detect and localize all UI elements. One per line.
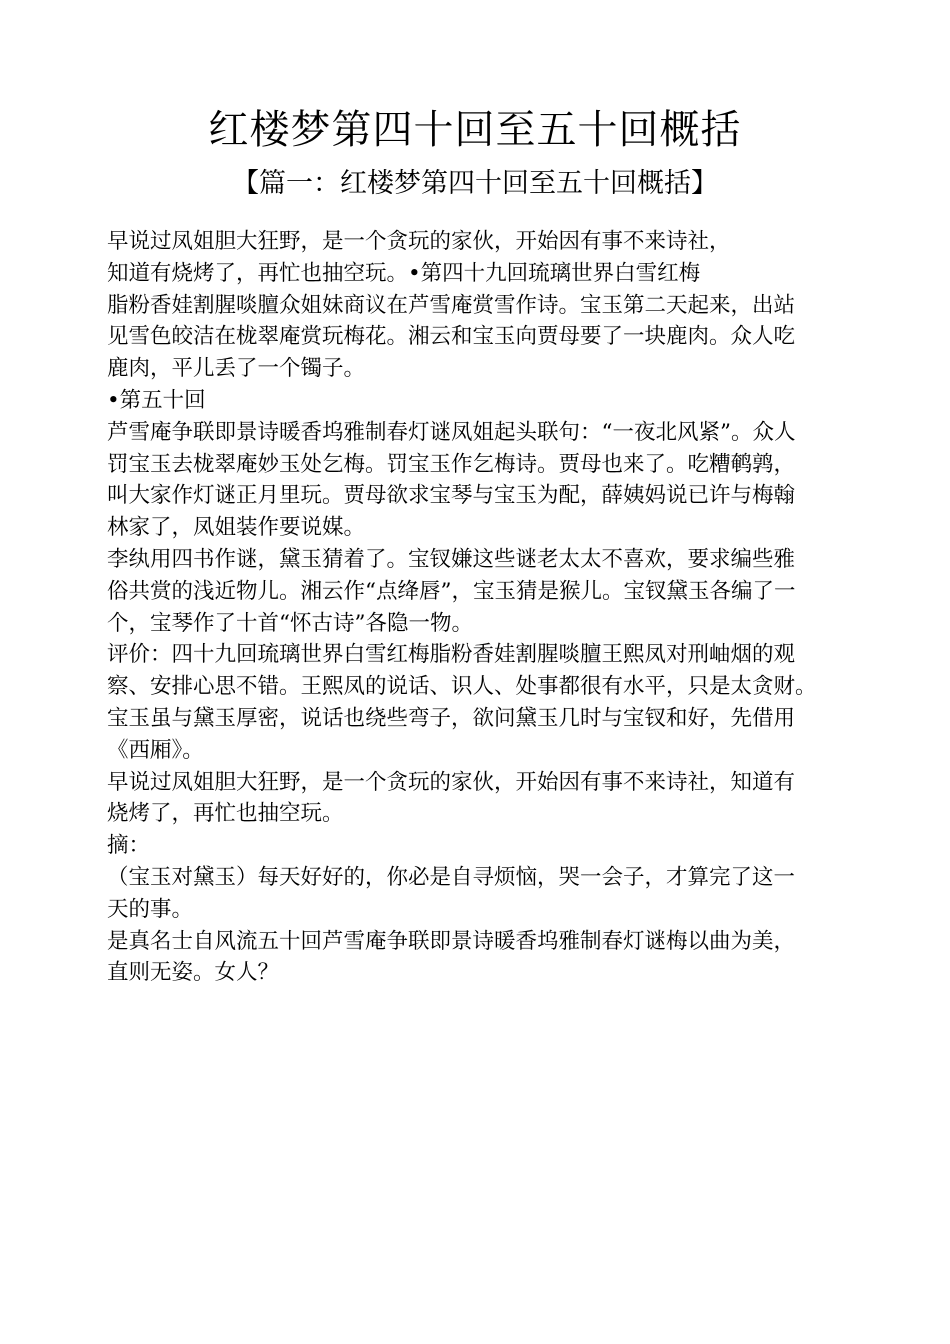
text-line: •第五十回 bbox=[107, 387, 206, 413]
text-line: 见雪色皎洁在栊翠庵赏玩梅花。湘云和宝玉向贾母要了一块鹿肉。众人吃 bbox=[107, 324, 796, 350]
text-line: 直则无姿。女人？ bbox=[107, 960, 280, 986]
text-line: 林家了，凤姐装作要说媒。 bbox=[107, 515, 366, 541]
text-line: 宝玉虽与黛玉厚密，说话也绕些弯子，欲问黛玉几时与宝钗和好，先借用 bbox=[107, 705, 796, 731]
text-line: 叫大家作灯谜正月里玩。贾母欲求宝琴与宝玉为配，薛姨妈说已许与梅翰 bbox=[107, 483, 796, 509]
text-line: 早说过凤姐胆大狂野，是一个贪玩的家伙，开始因有事不来诗社， bbox=[107, 229, 731, 254]
text-line: 脂粉香娃割腥啖膻众姐妹商议在芦雪庵赏雪作诗。宝玉第二天起来，出站 bbox=[107, 292, 796, 318]
text-line: 烧烤了，再忙也抽空玩。 bbox=[107, 801, 344, 827]
text-line: 评价：四十九回琉璃世界白雪红梅脂粉香娃割腥啖膻王熙凤对刑岫烟的观 bbox=[107, 642, 796, 668]
text-line: 个，宝琴作了十首“怀古诗”各隐一物。 bbox=[107, 610, 473, 636]
text-line: 早说过凤姐胆大狂野，是一个贪玩的家伙，开始因有事不来诗社，知道有 bbox=[107, 769, 796, 795]
text-line: 芦雪庵争联即景诗暖香坞雅制春灯谜凤姐起头联句：“一夜北风紧”。众人 bbox=[107, 419, 796, 445]
body-text bbox=[107, 226, 867, 989]
text-line: 是真名士自风流五十回芦雪庵争联即景诗暖香坞雅制春灯谜梅以曲为美， bbox=[107, 928, 796, 954]
text-line: 李纨用四书作谜，黛玉猜着了。宝钗嫌这些谜老太太不喜欢，要求编些雅 bbox=[107, 546, 796, 572]
text-line: 摘： bbox=[107, 833, 151, 859]
text-line: 《西厢》。 bbox=[107, 737, 204, 763]
text-line: 知道有烧烤了，再忙也抽空玩。•第四十九回琉璃世界白雪红梅 bbox=[107, 260, 701, 286]
text-line: 俗共赏的浅近物儿。湘云作“点绛唇”，宝玉猜是猴儿。宝钗黛玉各编了一 bbox=[107, 578, 796, 604]
text-line: 罚宝玉去栊翠庵妙玉处乞梅。罚宝玉作乞梅诗。贾母也来了。吃糟鹌鹑， bbox=[107, 451, 796, 477]
text-line: 察、安排心思不错。王熙凤的说话、识人、处事都很有水平，只是太贪财。 bbox=[107, 674, 817, 700]
text-line: （宝玉对黛玉）每天好好的，你必是自寻烦恼，哭一会子，才算完了这一 bbox=[107, 864, 796, 890]
text-line: 鹿肉，平儿丢了一个镯子。 bbox=[107, 356, 366, 382]
text-line: 天的事。 bbox=[107, 896, 194, 922]
section-heading: 【篇一：红楼梦第四十回至五十回概括】 bbox=[232, 168, 718, 199]
page-title: 红楼梦第四十回至五十回概括 bbox=[208, 107, 742, 153]
